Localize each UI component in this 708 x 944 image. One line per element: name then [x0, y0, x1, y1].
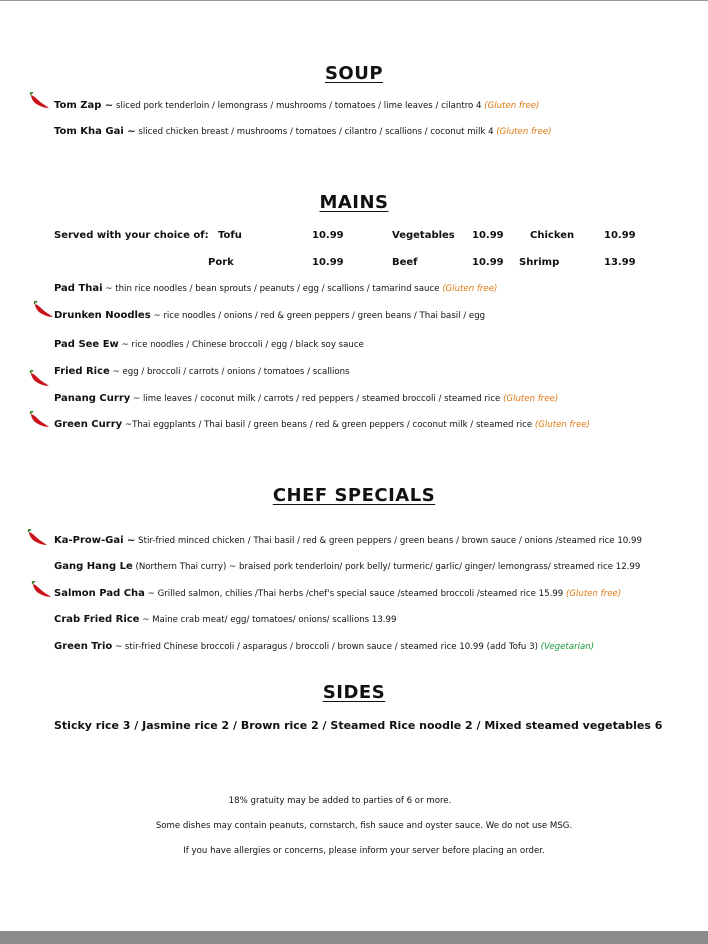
page-top-border [0, 0, 708, 1]
price-pork: 10.99 [312, 257, 344, 268]
choice-beef: Beef [392, 257, 418, 268]
gluten-free-note: (Gluten free) [503, 394, 559, 404]
menu-item-gang-hang-le [54, 561, 640, 573]
item-name: Ka-Prow-Gai ~ [54, 535, 136, 546]
chili-pepper-icon [32, 301, 54, 319]
price-chicken: 10.99 [604, 230, 636, 241]
sides-heading: SIDES [322, 682, 386, 703]
item-description: ~ Grilled salmon, chilies /Thai herbs /chef's special sauce /steamed broccoli /steamed rice 15.99 [144, 589, 566, 599]
choice-vegetables: Vegetables [392, 230, 455, 241]
menu-item-panang-curry [54, 393, 558, 405]
chili-pepper-icon [28, 411, 50, 429]
choice-shrimp: Shrimp [519, 257, 560, 268]
menu-item-pad-thai [54, 283, 497, 295]
gluten-free-note: (Gluten free) [566, 589, 622, 599]
menu-item-fried-rice [54, 366, 350, 378]
price-vegetables: 10.99 [472, 230, 504, 241]
item-name: Fried Rice [54, 366, 110, 377]
item-name: Green Trio [54, 641, 113, 652]
sides-list: Sticky rice 3 / Jasmine rice 2 / Brown rice 2 / Steamed Rice noodle 2 / Mixed steamed vegetables 6 [54, 719, 663, 732]
item-description: ~Thai eggplants / Thai basil / green beans / red & green peppers / coconut milk / steamed rice [122, 420, 535, 430]
chili-pepper-icon [28, 370, 50, 388]
menu-item-crab-fried-rice [54, 614, 396, 626]
choice-chicken: Chicken [530, 230, 575, 241]
gluten-free-note: (Gluten free) [442, 284, 498, 294]
item-name: Pad Thai [54, 283, 103, 294]
item-name: Tom Kha Gai ~ [54, 126, 136, 137]
item-description: ~ thin rice noodles / bean sprouts / peanuts / egg / scallions / tamarind sauce [102, 284, 443, 294]
gluten-free-note: (Gluten free) [534, 420, 591, 430]
page-bottom-bar [0, 931, 708, 944]
chili-pepper-icon [26, 529, 48, 547]
item-description: Stir-fried minced chicken / Thai basil / red & green peppers / green beans / brown sauce / onions /steamed rice 10.99 [135, 536, 642, 546]
gratuity-note: 18% gratuity may be added to parties of 6 or more. [228, 796, 452, 806]
mains-heading: MAINS [319, 192, 389, 213]
item-description: sliced pork tenderloin / lemongrass / mushrooms / tomatoes / lime leaves / cilantro 4 [113, 101, 485, 111]
chef-specials-heading: CHEF SPECIALS [272, 485, 436, 506]
item-name: Pad See Ew [54, 339, 119, 350]
choice-tofu: Tofu [218, 230, 242, 241]
item-description: sliced chicken breast / mushrooms / tomatoes / cilantro / scallions / coconut milk 4 [135, 127, 497, 137]
item-description: ~ Maine crab meat/ egg/ tomatoes/ onions/ scallions 13.99 [139, 615, 397, 625]
menu-item-green-curry [54, 419, 590, 431]
item-description: ~ stir-fried Chinese broccoli / asparagus / broccoli / brown sauce / steamed rice 10.99 (add Tofu 3) [112, 642, 541, 652]
gluten-free-note: (Gluten free) [484, 101, 540, 111]
price-tofu: 10.99 [312, 230, 344, 241]
allergen-note: Some dishes may contain peanuts, cornstarch, fish sauce and oyster sauce. We do not use MSG. [155, 821, 573, 831]
item-name: Gang Hang Le [54, 561, 133, 572]
choice-label: Served with your choice of: [54, 230, 209, 241]
allergy-notice: If you have allergies or concerns, please inform your server before placing an order. [183, 846, 545, 856]
item-name: Crab Fried Rice [54, 614, 140, 625]
item-name: Panang Curry [54, 393, 131, 404]
menu-item-pad-see-ew [54, 339, 364, 351]
item-name: Drunken Noodles [54, 310, 151, 321]
item-name: Salmon Pad Cha [54, 588, 145, 599]
item-description: ~ rice noodles / Chinese broccoli / egg / black soy sauce [118, 340, 364, 350]
item-description: (Northern Thai curry) ~ braised pork tenderloin/ pork belly/ turmeric/ garlic/ ginger/ lemongrass/ streamed rice 12.99 [132, 562, 641, 572]
menu-item-tom-kha-gai [54, 126, 552, 138]
menu-item-salmon-pad-cha [54, 588, 621, 600]
vegetarian-note: (Vegetarian) [540, 642, 595, 652]
chili-pepper-icon [30, 581, 52, 599]
gluten-free-note: (Gluten free) [496, 127, 552, 137]
menu-item-drunken-noodles [54, 310, 485, 322]
soup-heading: SOUP [324, 63, 384, 84]
price-beef: 10.99 [472, 257, 504, 268]
item-description: ~ lime leaves / coconut milk / carrots / red peppers / steamed broccoli / steamed rice [130, 394, 504, 404]
item-description: ~ rice noodles / onions / red & green peppers / green beans / Thai basil / egg [150, 311, 486, 321]
menu-item-tom-zap [54, 100, 539, 112]
chili-pepper-icon [28, 92, 50, 110]
item-name: Tom Zap ~ [54, 100, 114, 111]
menu-item-green-trio [54, 641, 594, 653]
item-name: Green Curry [54, 419, 123, 430]
item-description: ~ egg / broccoli / carrots / onions / tomatoes / scallions [109, 367, 350, 377]
price-shrimp: 13.99 [604, 257, 636, 268]
menu-item-ka-prow-gai [54, 535, 642, 547]
choice-pork: Pork [208, 257, 234, 268]
